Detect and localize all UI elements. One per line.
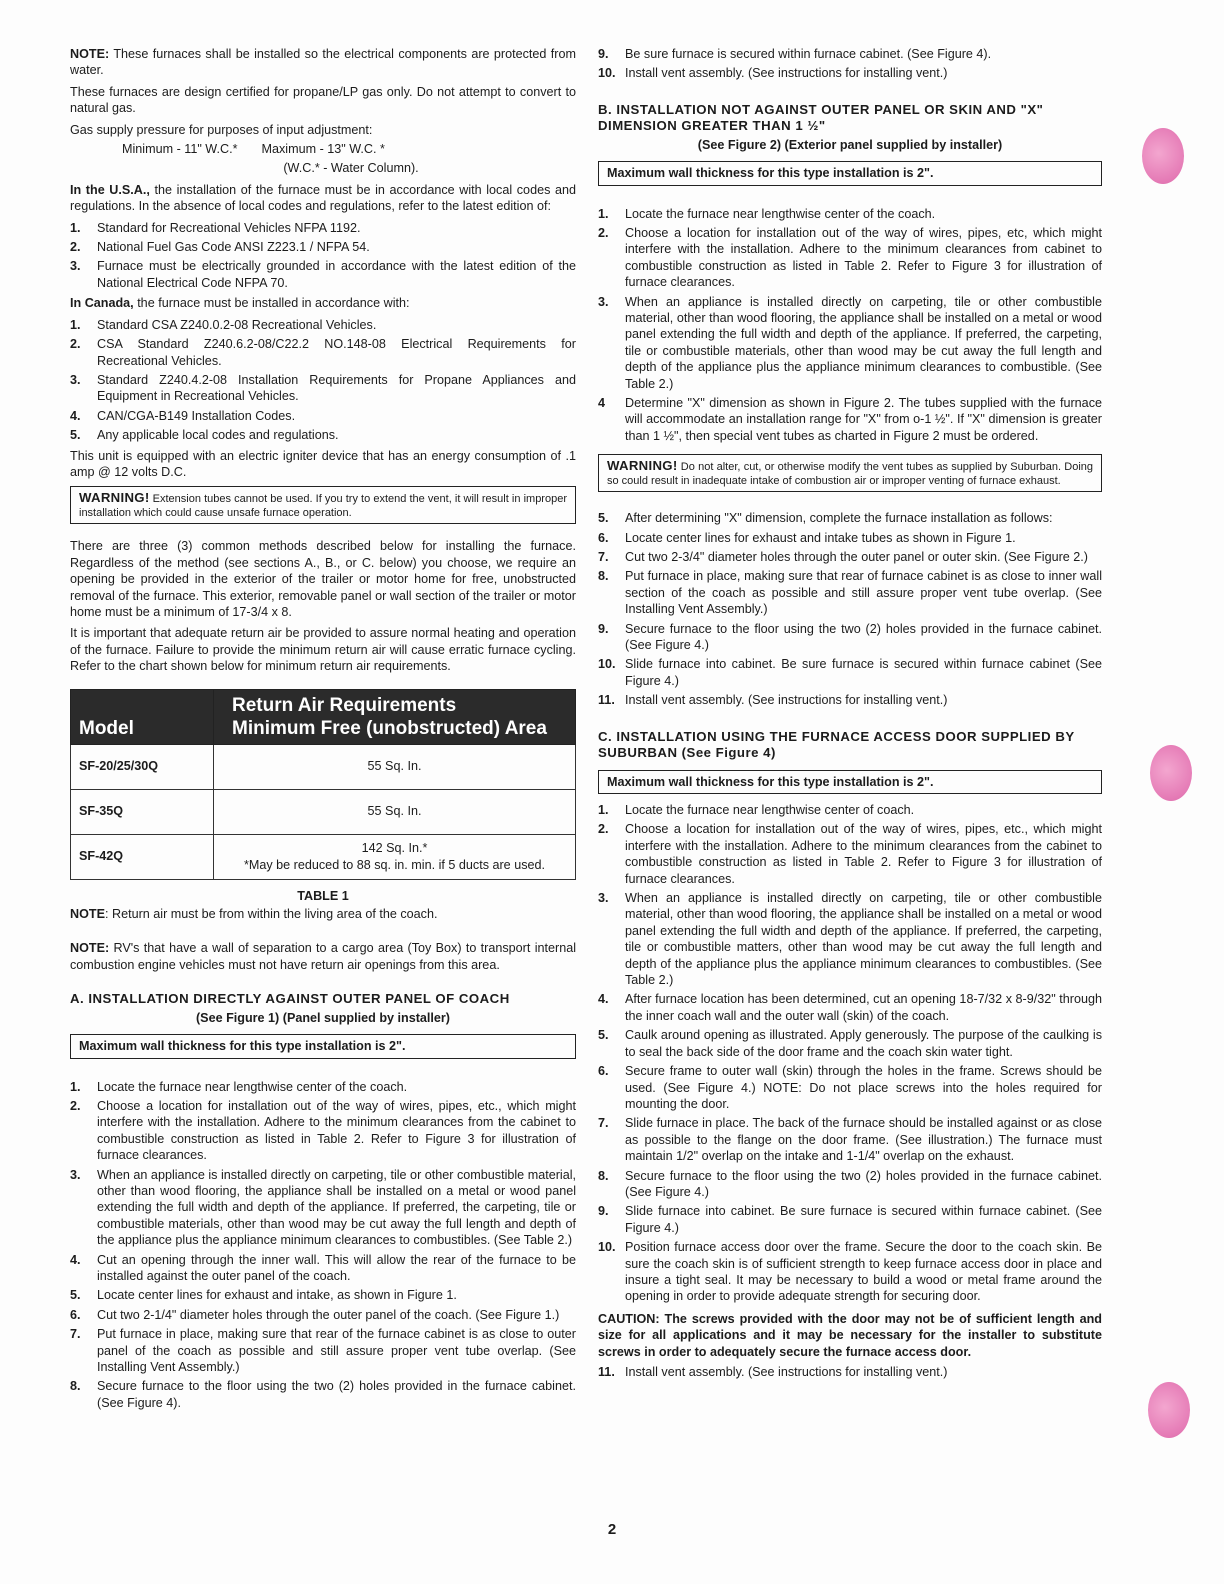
- list-item: 3. When an appliance is installed directly on carpeting, tile or other combustible material, other than wood flooring, the appliance shall be installed on a metal or wood panel extending the full width and depth of the appliance. If preferred, the carpeting, tile or combustible materials, other than wood may be cut away the full length and depth of the appliance plus the appliance minimum clearances to combustible. (See Table 2.): [598, 294, 1102, 391]
- list-item: 8. Put furnace in place, making sure that rear of furnace cabinet is as close to inner wall section of the coach as possible and still assure proper vent tube overlap. (See Installing Vent Assembly.): [598, 569, 1102, 617]
- list-item: 7. Slide furnace in place. The back of the furnace should be installed against or as close as possible to the flange on the door frame. (See illustration.) The furnace must maintain 1/2" overlap on the intake and 1-1/4" overlap on the exhaust.: [598, 1116, 1102, 1164]
- continued-list: [598, 46, 1102, 82]
- section-a-list: [70, 1079, 576, 1412]
- section-c-title: C. INSTALLATION USING THE FURNACE ACCESS DOOR SUPPLIED BY SUBURBAN (See Figure 4): [598, 728, 1075, 761]
- table-row: SF-42Q 142 Sq. In.* *May be reduced to 88 sq. in. min. if 5 ducts are used.: [71, 834, 576, 879]
- pressure-range: Minimum - 11" W.C.* Maximum - 13" W.C. *: [122, 142, 385, 157]
- water-column-note: (W.C.* - Water Column).: [283, 161, 419, 176]
- table-row: SF-35Q 55 Sq. In.: [71, 789, 576, 834]
- list-item: 9. Slide furnace into cabinet. Be sure furnace is secured within furnace cabinet. (See Figure 4.): [598, 1204, 1102, 1235]
- section-a-subtitle: (See Figure 1) (Panel supplied by installer): [195, 1010, 451, 1025]
- section-b-subtitle: (See Figure 2) (Exterior panel supplied by installer): [697, 137, 1003, 152]
- list-item: 4 Determine "X" dimension as shown in Figure 2. The tubes supplied with the furnace will accommodate an installation range for "X" from o-1 ½". If "X" dimension is greater than 1 ½", then special vent tubes as charted in Figure 2 must be ordered.: [598, 396, 1102, 443]
- left-column: [70, 46, 576, 1415]
- note-protect-water: NOTE: These furnaces shall be installed so the electrical components are protected from water.: [70, 47, 576, 78]
- list-item: 10. Position furnace access door over the frame. Secure the door to the coach skin. Be sure the coach skin is of sufficient strength to keep furnace access door in place and insure a tight seal. It may be necessary to build a wood or metal frame around the opening in order to provide adequate strength for securing door.: [598, 1240, 1102, 1304]
- list-item: 3. When an appliance is installed directly on carpeting, tile or other combustible material, other than wood flooring, the appliance shall be installed on a metal or wood panel extending the full width and depth of the appliance. If preferred, the carpeting, tile or combustible matters, other than wood may be cut away the full length and depth of the appliance plus the appliance minimum clearances to combustibles. (See Table 2.): [598, 891, 1102, 988]
- list-item: 1. Locate the furnace near lengthwise center of the coach.: [70, 1079, 408, 1094]
- list-item: 3. When an appliance is installed directly on carpeting, tile or other combustible material, other than wood flooring, the appliance shall be installed on a metal or wood panel extending the full width and depth of the appliance. If preferred, the carpeting, tile or combustible materials, other than wood may be cut away the full length and depth of the appliance plus the appliance minimum clearances to combustibles. (See Table 2.): [70, 1167, 576, 1248]
- list-item: 5. Locate center lines for exhaust and intake, as shown in Figure 1.: [70, 1288, 457, 1303]
- certification-text: These furnaces are design certified for propane/LP gas only. Do not attempt to convert to natural gas.: [70, 84, 576, 116]
- list-item: 6. Locate center lines for exhaust and intake tubes as shown in Figure 1.: [598, 530, 1016, 545]
- section-b-list: [598, 206, 1102, 445]
- list-item: 6. Secure frame to outer wall (skin) through the holes in the frame. Screws should be used. (See Figure 4.) NOTE: Do not place screws into the holes required for mounting the door.: [598, 1064, 1102, 1111]
- list-item: 2. Choose a location for installation out of the way of wires, pipes, etc, which might interfere with the installation. Adhere to the minimum clearances from cabinet to combustible construction as listed in Table 2. Refer to Figure 3 for illustration of furnace clearances.: [598, 225, 1102, 290]
- section-c-list: [598, 802, 1102, 1305]
- warning-box: WARNING! Extension tubes cannot be used. If you try to extend the vent, it will result in improper installation which could cause unsafe furnace operation.: [70, 486, 576, 524]
- section-c-box: Maximum wall thickness for this type installation is 2".: [598, 770, 1102, 795]
- canada-intro: In Canada, the furnace must be installed in accordance with:: [70, 296, 410, 311]
- list-item: 5. Caulk around opening as illustrated. Apply generously. The purpose of the caulking is to seal the back side of the door frame and the coach skin water tight.: [598, 1028, 1102, 1059]
- list-item: 9. Secure furnace to the floor using the two (2) holes provided in the furnace cabinet. (See Figure 4.): [598, 621, 1102, 653]
- return-air-table: [70, 689, 576, 880]
- usa-intro: In the U.S.A., the installation of the furnace must be in accordance with local codes and regulations. In the absence of local codes and regulations, refer to the latest edition of:: [70, 182, 576, 214]
- warning-box: WARNING! Do not alter, cut, or otherwise modify the vent tubes as supplied by Suburban. Doing so could result in inadequate intake of combustion air or improper venting of furnace exhaust.: [598, 454, 1102, 492]
- igniter-text: This unit is equipped with an electric igniter device that has an energy consumption of .1 amp @ 12 volts D.C.: [70, 448, 576, 479]
- binder-tab-icon: [1148, 1382, 1190, 1438]
- list-item: 9. Be sure furnace is secured within furnace cabinet. (See Figure 4).: [598, 47, 992, 61]
- final-list: [598, 1364, 1102, 1380]
- right-column: [598, 46, 1102, 1384]
- list-item: 3. Standard Z240.4.2-08 Installation Requirements for Propane Appliances and Equipment in Recreational Vehicles.: [70, 372, 576, 404]
- list-item: 6. Cut two 2-1/4" diameter holes through the outer panel of the coach. (See Figure 1.): [70, 1307, 560, 1322]
- list-item: 5. Any applicable local codes and regulations.: [70, 428, 339, 443]
- table-header-area: Return Air Requirements Minimum Free (unobstructed) Area: [214, 689, 576, 744]
- table-header-model: Model: [71, 689, 214, 744]
- list-item: 7. Put furnace in place, making sure that rear of the furnace cabinet is as close to outer panel of the coach as possible and still assure proper vent tube overlap. (See Installing Vent Assembly.): [70, 1327, 576, 1375]
- list-item: 11. Install vent assembly. (See instructions for installing vent.): [598, 693, 948, 708]
- note-cargo: NOTE: RV's that have a wall of separation to a cargo area (Toy Box) to transport internal combustion engine vehicles must not have return air openings from this area.: [70, 941, 576, 972]
- list-item: 10. Slide furnace into cabinet. Be sure furnace is secured within furnace cabinet (See Figure 4.): [598, 657, 1102, 688]
- section-b-title: B. INSTALLATION NOT AGAINST OUTER PANEL OR SKIN AND "X" DIMENSION GREATER THAN 1 ½": [598, 101, 1044, 134]
- table-caption: TABLE 1: [297, 888, 349, 903]
- list-item: 7. Cut two 2-3/4" diameter holes through the outer panel or outer skin. (See Figure 2.): [598, 550, 1088, 565]
- list-item: 1. Standard for Recreational Vehicles NFPA 1192.: [70, 220, 361, 235]
- list-item: 4. After furnace location has been determined, cut an opening 18-7/32 x 8-9/32" through the inner coach wall and the outer wall (skin) of the coach.: [598, 992, 1102, 1023]
- list-item: 2. National Fuel Gas Code ANSI Z223.1 / NFPA 54.: [70, 240, 370, 255]
- table-title: Return Air Requirements: [232, 694, 457, 716]
- gas-supply-text: Gas supply pressure for purposes of input adjustment:: [70, 122, 373, 137]
- canada-list: [70, 317, 576, 444]
- section-a-box: Maximum wall thickness for this type installation is 2".: [70, 1034, 576, 1059]
- binder-tab-icon: [1150, 745, 1192, 801]
- section-a-title: A. INSTALLATION DIRECTLY AGAINST OUTER PANEL OF COACH: [70, 991, 510, 1007]
- list-item: 8. Secure furnace to the floor using the two (2) holes provided in the furnace cabinet. (See Figure 4).: [70, 1379, 576, 1410]
- page-number: 2: [607, 1521, 617, 1538]
- list-item: 10. Install vent assembly. (See instructions for installing vent.): [598, 66, 948, 81]
- binder-tab-icon: [1142, 128, 1184, 184]
- list-item: 2. CSA Standard Z240.6.2-08/C22.2 NO.148-08 Electrical Requirements for Recreational Vehicles.: [70, 337, 576, 368]
- table-row: SF-20/25/30Q 55 Sq. In.: [71, 744, 576, 789]
- list-item: 2. Choose a location for installation out of the way of wires, pipes, etc., which might interfere with the installation. Adhere to the minimum clearances from the cabinet to combustible construction as listed in Table 2. Refer to Figure 3 for illustration of furnace clearances.: [70, 1098, 576, 1163]
- section-b-list-continued: [598, 510, 1102, 708]
- usa-list: [70, 220, 576, 292]
- list-item: 1. Locate the furnace near lengthwise center of the coach.: [598, 206, 936, 221]
- section-b-box: Maximum wall thickness for this type installation is 2".: [598, 161, 1102, 186]
- list-item: 4. CAN/CGA-B149 Installation Codes.: [70, 408, 296, 423]
- list-item: 5. After determining "X" dimension, complete the furnace installation as follows:: [598, 511, 1053, 526]
- list-item: 8. Secure furnace to the floor using the two (2) holes provided in the furnace cabinet. (See Figure 4.): [598, 1168, 1102, 1199]
- list-item: 3. Furnace must be electrically grounded in accordance with the latest edition of the National Electrical Code NFPA 70.: [70, 259, 576, 290]
- list-item: 2. Choose a location for installation out of the way of wires, pipes, etc., which might interfere with the installation. Adhere to the minimum clearances from the cabinet to combustible construction as listed in Table 2. Refer to Figure 3 for illustration of furnace clearances.: [598, 822, 1102, 886]
- list-item: 4. Cut an opening through the inner wall. This will allow the rear of the furnace to be installed against the outer panel of the coach.: [70, 1252, 576, 1283]
- return-air-text: It is important that adequate return air be provided to assure normal heating and operation of the furnace. Failure to provide the minimum return air will cause erratic furnace cycling. Refer to the chart shown below for minimum return air requirements.: [70, 626, 576, 674]
- note-return-air: NOTE: Return air must be from within the living area of the coach.: [70, 907, 438, 921]
- list-item: 1. Standard CSA Z240.0.2-08 Recreational Vehicles.: [70, 317, 377, 332]
- methods-text: There are three (3) common methods described below for installing the furnace. Regardless of the method (see sections A., B., or C. below) you choose, we require an opening be provided in the exterior of the trailer or motor home for free, unobstructed removal of the furnace. This exterior, removable panel or wall section of the trailer or motor home must be a minimum of 17-3/4 x 8.: [70, 539, 576, 619]
- list-item: 1. Locate the furnace near lengthwise center of coach.: [598, 803, 915, 817]
- caution-text: CAUTION: The screws provided with the door may not be of sufficient length and size for all applications and it may be necessary for the installer to substitute screws in order to adequately secure the furnace access door.: [598, 1311, 1102, 1359]
- list-item: 11. Install vent assembly. (See instructions for installing vent.): [598, 1365, 948, 1379]
